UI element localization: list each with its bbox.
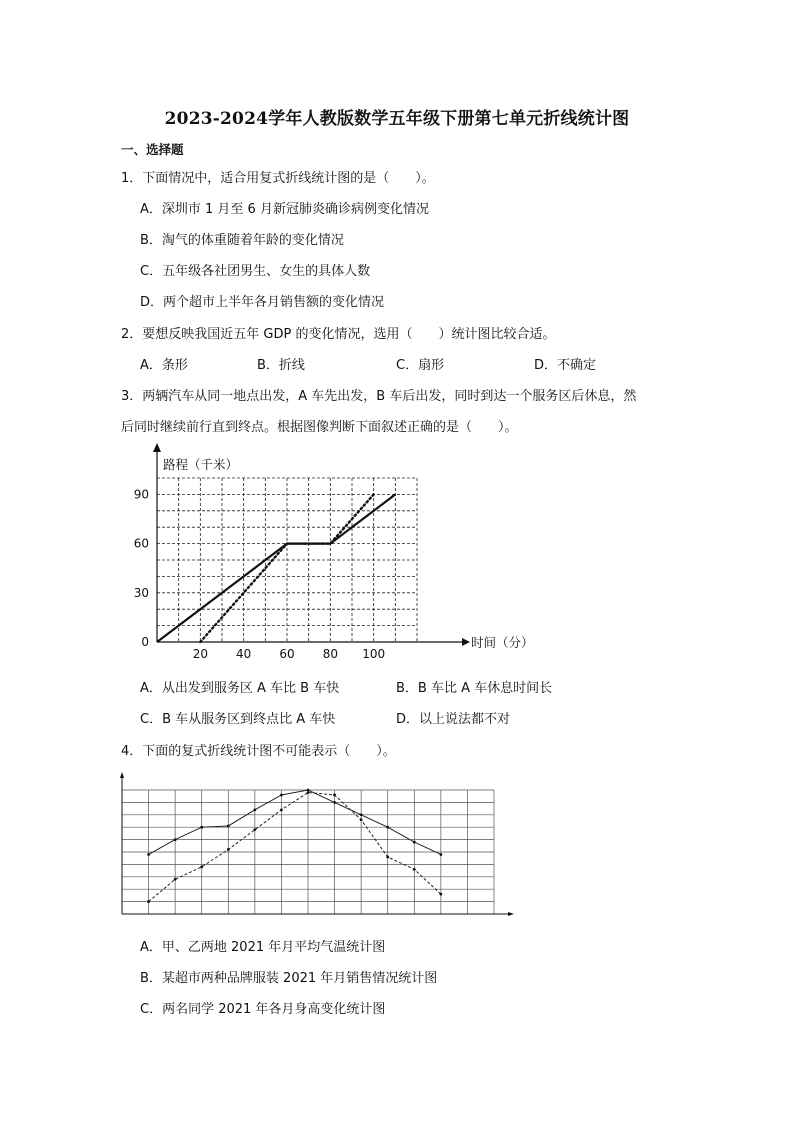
x-tick-label: 100 <box>362 647 386 661</box>
series-solid-point <box>253 808 256 811</box>
y-axis-arrow <box>120 772 124 778</box>
series-solid-point <box>227 825 230 828</box>
series-dashed-point <box>333 794 336 797</box>
q3-chart-grid <box>157 478 417 642</box>
series-solid-point <box>333 801 336 804</box>
section-heading: 一、选择题 <box>121 142 184 157</box>
series-solid-point <box>413 841 416 844</box>
q2-stem: 2．要想反映我国近五年 GDP 的变化情况，选用（ ）统计图比较合适。 <box>121 327 556 342</box>
x-axis-arrow <box>508 912 514 916</box>
series-dashed-point <box>307 791 310 794</box>
q4-option-b: B．某超市两种品牌服装 2021 年月销售情况统计图 <box>140 971 438 986</box>
q1-option-d: D．两个超市上半年各月销售额的变化情况 <box>140 295 385 310</box>
x-tick-label: 40 <box>236 647 252 661</box>
q3-option-a: A．从出发到服务区 A 车比 B 车快 <box>140 681 340 696</box>
y-tick-label: 0 <box>141 635 149 649</box>
q4-option-c: C．两名同学 2021 年各月身高变化统计图 <box>140 1002 386 1017</box>
q3-chart-x-axis-label: 时间（分） <box>471 635 534 650</box>
q3-stem-line2: 后同时继续前行直到终点。根据图像判断下面叙述正确的是（ ）。 <box>121 420 518 435</box>
q3-distance-time-chart <box>120 440 534 661</box>
series-solid-point <box>147 853 150 856</box>
series-dashed-line <box>149 792 441 901</box>
q3-chart-y-axis-label: 路程（千米） <box>163 457 239 472</box>
q1-option-b: B．淘气的体重随着年龄的变化情况 <box>140 233 344 248</box>
series-dashed-point <box>439 893 442 896</box>
q4-chart-grid <box>122 790 494 914</box>
x-tick-label: 80 <box>322 647 338 661</box>
x-axis-arrow <box>462 638 470 646</box>
series-solid-point <box>439 853 442 856</box>
series-solid-line <box>149 790 441 854</box>
q3-stem-line1: 3．两辆汽车从同一地点出发，A 车先出发，B 车后出发，同时到达一个服务区后休息，然 <box>121 389 637 404</box>
q4-chart-series <box>147 789 442 903</box>
series-dashed-point <box>147 900 150 903</box>
series-dashed-point <box>413 868 416 871</box>
series-solid-point <box>174 838 177 841</box>
series-solid-point <box>386 826 389 829</box>
q2-option-d: D．不确定 <box>534 358 597 373</box>
q4-option-a: A．甲、乙两地 2021 年月平均气温统计图 <box>140 940 386 955</box>
series-solid-point <box>307 789 310 792</box>
series-solid-point <box>200 826 203 829</box>
q1-option-a: A．深圳市 1 月至 6 月新冠肺炎确诊病例变化情况 <box>140 202 429 217</box>
page-title: 2023-2024学年人教版数学五年级下册第七单元折线统计图 <box>164 109 630 129</box>
series-dashed-point <box>360 818 363 821</box>
y-axis-arrow <box>153 443 161 452</box>
q4-stem: 4．下面的复式折线统计图不可能表示（ ）。 <box>121 744 396 759</box>
series-dashed-point <box>174 878 177 881</box>
q3-option-b: B．B 车比 A 车休息时间长 <box>396 681 553 696</box>
series-dashed-point <box>200 865 203 868</box>
q2-option-a: A．条形 <box>140 358 188 373</box>
x-tick-label: 20 <box>192 647 208 661</box>
q4-double-line-chart <box>112 770 522 925</box>
series-dashed-point <box>253 828 256 831</box>
series-dashed-point <box>386 856 389 859</box>
series-dashed-point <box>227 848 230 851</box>
y-tick-label: 90 <box>133 487 149 502</box>
q1-option-c: C．五年级各社团男生、女生的具体人数 <box>140 264 371 279</box>
q3-option-c: C．B 车从服务区到终点比 A 车快 <box>140 712 336 727</box>
q3-option-d: D．以上说法都不对 <box>396 712 511 727</box>
series-solid-point <box>280 794 283 797</box>
y-tick-label: 30 <box>133 585 149 600</box>
x-tick-label: 60 <box>279 647 295 661</box>
q3-chart-series <box>157 494 395 642</box>
series-a-line <box>157 494 395 642</box>
q2-option-b: B．折线 <box>257 358 305 373</box>
q1-stem: 1．下面情况中，适合用复式折线统计图的是（ ）。 <box>121 171 435 186</box>
y-tick-label: 60 <box>133 536 149 551</box>
series-solid-point <box>360 813 363 816</box>
series-dashed-point <box>280 808 283 811</box>
q2-option-c: C．扇形 <box>396 358 445 373</box>
